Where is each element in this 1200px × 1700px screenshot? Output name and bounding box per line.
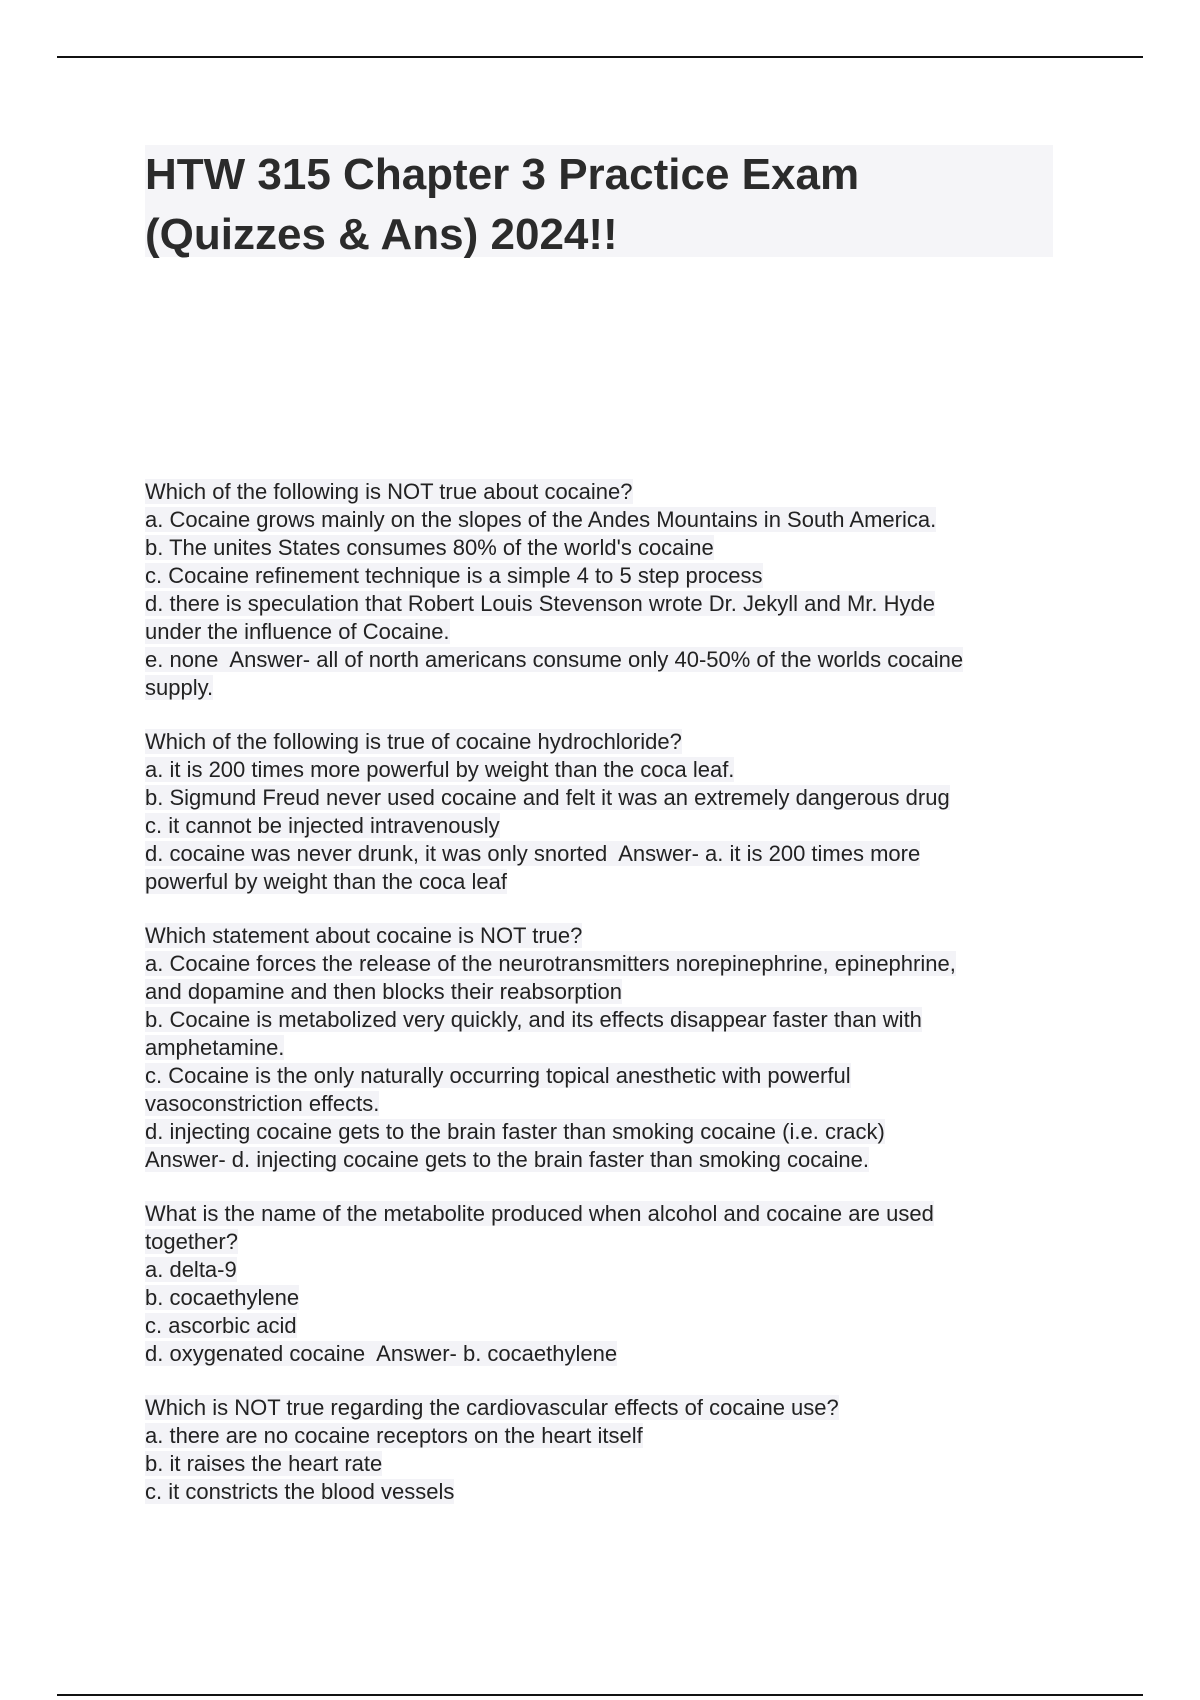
line-text: and dopamine and then blocks their reabsorption	[145, 979, 622, 1004]
line-text: b. The unites States consumes 80% of the world's cocaine	[145, 535, 714, 560]
line-text: Which is NOT true regarding the cardiovascular effects of cocaine use?	[145, 1395, 839, 1420]
question-text	[145, 1394, 1065, 1422]
top-rule	[57, 56, 1143, 58]
line-text: Which of the following is true of cocaine hydrochloride?	[145, 729, 682, 754]
line-text: d. there is speculation that Robert Louis Stevenson wrote Dr. Jekyll and Mr. Hyde	[145, 591, 935, 616]
line-text: d. cocaine was never drunk, it was only snorted Answer- a. it is 200 times more	[145, 841, 921, 866]
answer-line	[145, 950, 1065, 978]
title-line-1: HTW 315 Chapter 3 Practice Exam	[145, 150, 860, 199]
line-text: e. none Answer- all of north americans consume only 40-50% of the worlds cocaine	[145, 647, 964, 672]
line-text: amphetamine.	[145, 1035, 285, 1060]
line-text: b. it raises the heart rate	[145, 1451, 383, 1476]
line-text: b. Cocaine is metabolized very quickly, and its effects disappear faster than with	[145, 1007, 922, 1032]
line-text: b. cocaethylene	[145, 1285, 300, 1310]
line-text: c. Cocaine refinement technique is a simple 4 to 5 step process	[145, 563, 763, 588]
line-text: c. it cannot be injected intravenously	[145, 813, 500, 838]
answer-line	[145, 1090, 1065, 1118]
line-text: Which statement about cocaine is NOT true?	[145, 923, 583, 948]
answer-line	[145, 506, 1065, 534]
answer-line	[145, 534, 1065, 562]
question-list	[145, 478, 1065, 1532]
answer-line	[145, 1422, 1065, 1450]
page-title	[145, 145, 1045, 265]
line-text: Which of the following is NOT true about cocaine?	[145, 479, 633, 504]
title-line-2: (Quizzes & Ans) 2024!!	[145, 210, 618, 259]
answer-line	[145, 1034, 1065, 1062]
line-text: a. Cocaine forces the release of the neurotransmitters norepinephrine, epinephrine,	[145, 951, 956, 976]
answer-line	[145, 590, 1065, 618]
question-block	[145, 1200, 1065, 1368]
answer-line	[145, 756, 1065, 784]
question-block	[145, 728, 1065, 896]
answer-line	[145, 618, 1065, 646]
line-text: c. Cocaine is the only naturally occurring topical anesthetic with powerful	[145, 1063, 851, 1088]
line-text: d. oxygenated cocaine Answer- b. cocaethylene	[145, 1341, 618, 1366]
question-text	[145, 1200, 1065, 1228]
line-text: powerful by weight than the coca leaf	[145, 869, 508, 894]
line-text: b. Sigmund Freud never used cocaine and felt it was an extremely dangerous drug	[145, 785, 950, 810]
question-block	[145, 922, 1065, 1174]
answer-line	[145, 562, 1065, 590]
line-text: a. there are no cocaine receptors on the heart itself	[145, 1423, 643, 1448]
question-text	[145, 728, 1065, 756]
line-text: Answer- d. injecting cocaine gets to the brain faster than smoking cocaine.	[145, 1147, 869, 1172]
answer-line	[145, 784, 1065, 812]
bottom-rule	[57, 1694, 1143, 1696]
answer-line	[145, 1340, 1065, 1368]
line-text: c. it constricts the blood vessels	[145, 1479, 455, 1504]
answer-line	[145, 674, 1065, 702]
line-text: a. Cocaine grows mainly on the slopes of the Andes Mountains in South America.	[145, 507, 937, 532]
answer-line	[145, 1006, 1065, 1034]
question-block	[145, 478, 1065, 702]
answer-line	[145, 1312, 1065, 1340]
answer-line	[145, 1228, 1065, 1256]
line-text: What is the name of the metabolite produced when alcohol and cocaine are used	[145, 1201, 934, 1226]
line-text: a. it is 200 times more powerful by weight than the coca leaf.	[145, 757, 735, 782]
answer-line	[145, 1118, 1065, 1146]
line-text: under the influence of Cocaine.	[145, 619, 450, 644]
line-text: together?	[145, 1229, 238, 1254]
answer-line	[145, 1450, 1065, 1478]
answer-line	[145, 646, 1065, 674]
line-text: vasoconstriction effects.	[145, 1091, 380, 1116]
answer-line	[145, 812, 1065, 840]
answer-line	[145, 1478, 1065, 1506]
line-text: d. injecting cocaine gets to the brain faster than smoking cocaine (i.e. crack)	[145, 1119, 885, 1144]
line-text: a. delta-9	[145, 1257, 237, 1282]
answer-line	[145, 978, 1065, 1006]
answer-line	[145, 1284, 1065, 1312]
question-text	[145, 478, 1065, 506]
line-text: supply.	[145, 675, 214, 700]
answer-line	[145, 868, 1065, 896]
line-text: c. ascorbic acid	[145, 1313, 297, 1338]
answer-line	[145, 1146, 1065, 1174]
question-text	[145, 922, 1065, 950]
answer-line	[145, 840, 1065, 868]
question-block	[145, 1394, 1065, 1506]
answer-line	[145, 1062, 1065, 1090]
answer-line	[145, 1256, 1065, 1284]
